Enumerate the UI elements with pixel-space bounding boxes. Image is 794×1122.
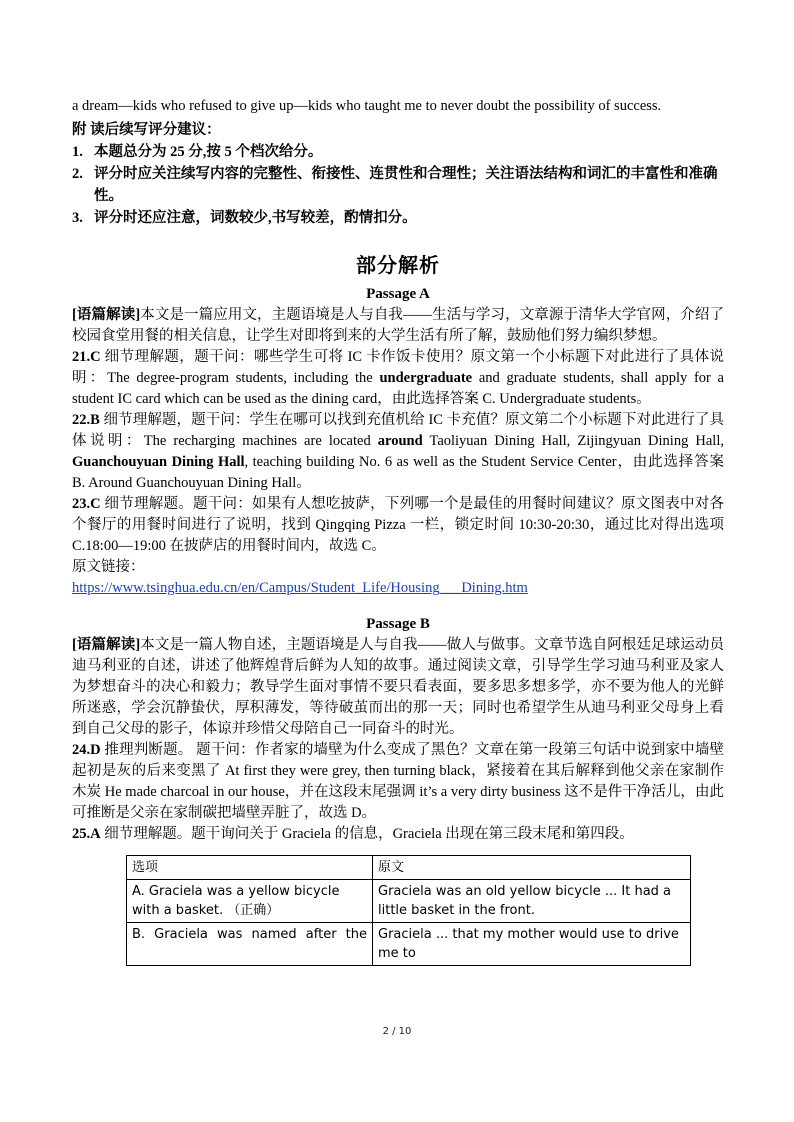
passage-b-title: Passage B — [366, 616, 430, 632]
table-cell: A. Graciela was a yellow bicycle with a basket. （正确） — [127, 880, 373, 923]
rule-text: 本题总分为 25 分,按 5 个档次给分。 — [94, 144, 323, 160]
rule-text: 评分时还应注意，词数较少,书写较差，酌情扣分。 — [94, 210, 417, 226]
rules-block — [72, 119, 724, 229]
passage-a-intro — [72, 305, 724, 347]
rule-item — [72, 207, 724, 229]
answer-text: 细节理解题，题干问：哪些学生可将 IC 卡作饭卡使用？原文第一个小标题下对此进行了具体说明：The degree-program students, including the — [72, 349, 724, 386]
answer-21 — [72, 347, 724, 410]
page-number: 2 / 10 — [382, 1026, 412, 1037]
passage-b — [72, 613, 724, 966]
table-row — [127, 880, 691, 923]
rule-item — [72, 141, 724, 163]
table-cell: Graciela ... that my mother would use to drive me to — [373, 923, 691, 966]
rule-number: 3. — [72, 210, 83, 226]
answer-label: 23.C — [72, 496, 101, 512]
rules-heading: 附 读后续写评分建议： — [72, 122, 221, 138]
table-row — [127, 923, 691, 966]
answer-emphasis: around — [377, 433, 423, 449]
answer-text: 推理判断题。 题干问：作者家的墙壁为什么变成了黑色？文章在第一段第三句话中说到家中墙壁起初是灰的后来变黑了 At first they were grey, then turning black，紧接着在其后解释到他父亲在家制作木炭 He made charcoal in our house，并在这段末尾强调 it’s a very dirty business 这不是件干净活儿，由此可推断是父亲在家制碳把墙壁弄脏了，故选 D。 — [72, 742, 724, 821]
document-page — [72, 96, 724, 966]
answer-emphasis: Guanchouyuan Dining Hall — [72, 454, 245, 470]
table-cell: B. Graciela was named after the — [127, 923, 373, 966]
answer-label: 24.D — [72, 742, 101, 758]
intro-label: [语篇解读] — [72, 637, 141, 653]
rule-number: 1. — [72, 144, 83, 160]
answer-24 — [72, 740, 724, 824]
answer-text: Taoliyuan Dining Hall, Zijingyuan Dining Hall, — [422, 433, 724, 449]
intro-text: 本文是一篇应用文，主题语境是人与自我——生活与学习，文章源于清华大学官网，介绍了校园食堂用餐的相关信息，让学生对即将到来的大学生活有所了解，鼓励他们努力编织梦想。 — [72, 307, 724, 344]
passage-a-title: Passage A — [366, 286, 430, 302]
answer-text: 细节理解题，题干问：学生在哪可以找到充值机给 IC 卡充值？原文第二个小标题下对此进行了具体说明：The recharging machines are located — [72, 412, 724, 449]
answer-text: , teaching building No. 6 as well as the Student Service Center，由此选择答案 B. Around Guanchouyuan Dining Hall。 — [72, 454, 724, 491]
table-header: 原文 — [373, 856, 691, 880]
answer-22 — [72, 410, 724, 494]
table-header-row — [127, 856, 691, 880]
answer-label: 22.B — [72, 412, 100, 428]
answer-emphasis: undergraduate — [379, 370, 473, 386]
continuation-line: a dream—kids who refused to give up—kids who taught me to never doubt the possibility of success. — [72, 98, 662, 114]
answer-label: 25.A — [72, 826, 101, 842]
answer-label: 21.C — [72, 349, 101, 365]
answer-23 — [72, 494, 724, 557]
answer-text: 细节理解题。题干询问关于 Graciela 的信息，Graciela 出现在第三段末尾和第四段。 — [100, 826, 634, 842]
section-title: 部分解析 — [356, 255, 440, 277]
intro-text: 本文是一篇人物自述，主题语境是人与自我——做人与做事。文章节选自阿根廷足球运动员迪马利亚的自述，讲述了他辉煌背后鲜为人知的故事。通过阅读文章，引导学生学习迪马利亚及家人为梦想奋斗的决心和毅力；教导学生面对事情不要只看表面，要多思多想多学，亦不要为他人的光鲜所迷惑，学会沉静蛰伏，厚积薄发，等待破茧而出的那一天；同时也希望学生从迪马利亚父母身上看到自己父母的影子，体谅并珍惜父母陪自己一同奋斗的时光。 — [72, 637, 724, 737]
rule-number: 2. — [72, 166, 83, 182]
source-link[interactable]: https://www.tsinghua.edu.cn/en/Campus/Student_Life/Housing___Dining.htm — [72, 580, 528, 596]
link-label: 原文链接： — [72, 559, 145, 575]
comparison-table — [126, 855, 691, 966]
rule-item — [72, 163, 724, 207]
rule-text: 评分时应关注续写内容的完整性、衔接性、连贯性和合理性；关注语法结构和词汇的丰富性和准确性。 — [94, 166, 718, 204]
answer-text: 细节理解题。题干问：如果有人想吃披萨，下列哪一个是最佳的用餐时间建议？原文图表中对各个餐厅的用餐时间进行了说明，找到 Qingqing Pizza 一栏，锁定时间 10:30-20:30，通过比对得出选项 C.18:00—19:00 在披萨店的用餐时间内，故选 C。 — [72, 496, 724, 554]
passage-b-intro — [72, 635, 724, 740]
passage-a — [72, 283, 724, 599]
table-cell: Graciela was an old yellow bicycle ... It had a little basket in the front. — [373, 880, 691, 923]
answer-text: and graduate students, shall apply for a student IC card which can be used as the dining card，由此选择答案 C. Undergraduate students。 — [72, 370, 724, 407]
rules-list — [72, 141, 724, 229]
intro-label: [语篇解读] — [72, 307, 141, 323]
table-header: 选项 — [127, 856, 373, 880]
answer-25 — [72, 824, 724, 845]
